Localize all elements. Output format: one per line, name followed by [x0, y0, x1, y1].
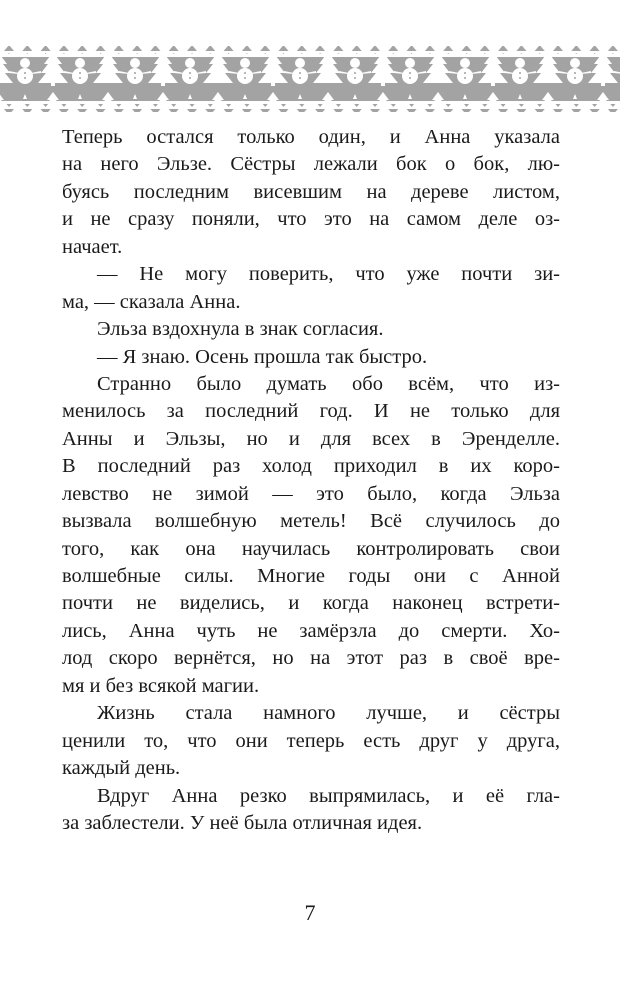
- header-ornament-band: [0, 44, 620, 114]
- text-line: Вдруг Анна резко выпрямилась, и её гла-: [97, 784, 560, 807]
- paragraph: [62, 261, 560, 316]
- paragraph: [62, 344, 560, 371]
- text-line: волшебные силы. Многие годы они с Анной: [62, 565, 560, 587]
- text-line: каждый день.: [62, 757, 181, 780]
- text-line: Странно было думать обо всём, что из-: [97, 372, 560, 395]
- text-line: Анны и Эльзы, но и для всех в Эренделле.: [62, 427, 560, 450]
- text-line: буясь последним висевшим на дереве листом,: [62, 180, 560, 203]
- paragraph: [62, 371, 560, 700]
- text-line: Жизнь стала намного лучше, и сёстры: [97, 702, 560, 725]
- page-number: 7: [304, 900, 316, 925]
- body-text: [62, 124, 560, 837]
- text-line: ма, — сказала Анна.: [62, 290, 241, 313]
- paragraph: [62, 316, 560, 343]
- text-line: на него Эльзе. Сёстры лежали бок о бок, лю-: [62, 153, 560, 176]
- paragraph: [62, 783, 560, 838]
- text-line: ценили то, что они теперь есть друг у друга,: [62, 729, 560, 752]
- text-line: вызвала волшебную метель! Всё случилось до: [62, 510, 560, 533]
- text-line: В последний раз холод приходил в их коро-: [62, 455, 560, 478]
- paragraph: [62, 124, 560, 261]
- text-line: начает.: [62, 235, 123, 258]
- text-line: почти не виделись, и когда наконец встрети-: [62, 592, 560, 615]
- text-line: за заблестели. У неё была отличная идея.: [62, 811, 423, 834]
- text-line: лись, Анна чуть не замёрзла до смерти. Хо-: [62, 619, 560, 642]
- text-line: мя и без всякой магии.: [62, 674, 260, 697]
- text-line: менилось за последний год. И не только для: [62, 400, 560, 423]
- text-line: того, как она научилась контролировать свои: [62, 537, 560, 560]
- text-line: Эльза вздохнула в знак согласия.: [97, 318, 384, 341]
- text-line: — Не могу поверить, что уже почти зи-: [97, 263, 560, 286]
- text-line: лод скоро вернётся, но на этот раз в своё вре-: [62, 647, 560, 670]
- paragraph: [62, 700, 560, 782]
- text-line: — Я знаю. Осень прошла так быстро.: [97, 345, 428, 368]
- text-line: левство не зимой — это было, когда Эльза: [62, 482, 560, 505]
- text-line: и не сразу поняли, что это на самом деле оз-: [62, 208, 560, 231]
- text-line: Теперь остался только один, и Анна указала: [62, 126, 560, 148]
